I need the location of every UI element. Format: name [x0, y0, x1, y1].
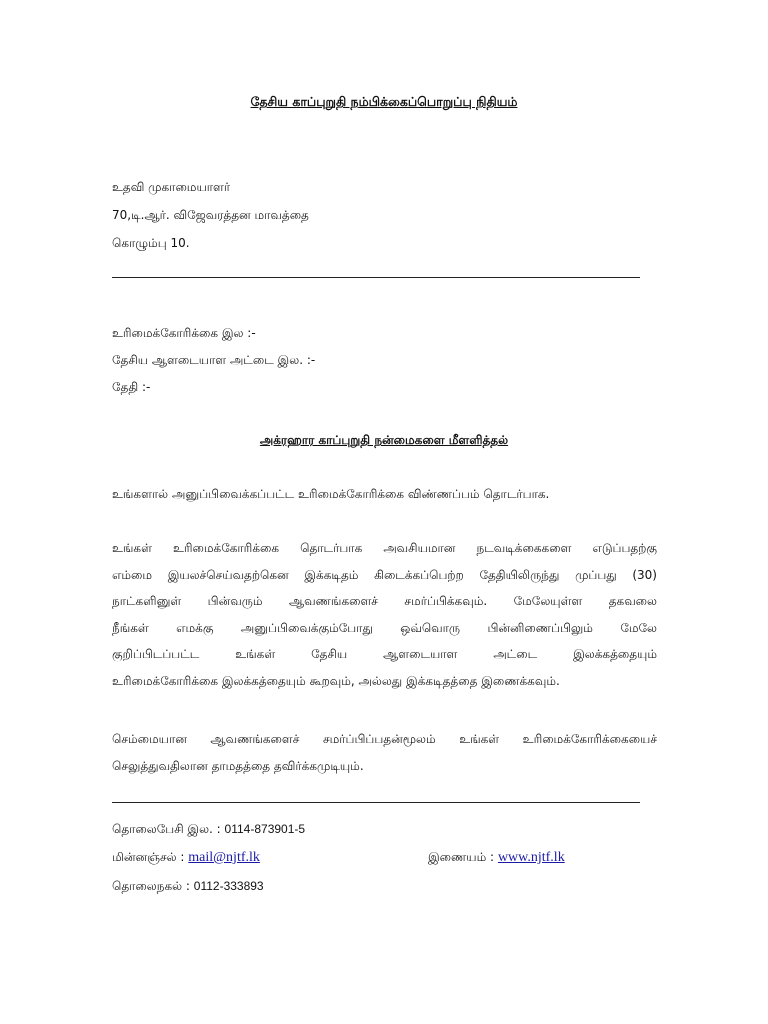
website-label: இணையம் : [428, 850, 495, 864]
date-field: தேதி :- [112, 380, 151, 394]
fax-value: 0112-333893 [193, 879, 264, 893]
paragraph-line: செலுத்துவதிலான தாமதத்தை தவிர்க்கமுடியும். [112, 758, 364, 773]
email-link[interactable]: mail@njtf.lk [188, 850, 260, 865]
phone-value: 0114-873901-5 [224, 822, 306, 836]
paragraph-line: நீங்கள் எமக்கு அனுப்பிவைக்கும்போது ஒவ்வொரு பின்னிணைப்பிலும் மேலே [112, 620, 657, 635]
website-link[interactable]: www.njtf.lk [497, 850, 565, 865]
divider-top [112, 277, 640, 278]
paragraph-line: உரிமைக்கோரிக்கை இலக்கத்தையும் கூறவும், அல்லது இக்கடிதத்தை இணைக்கவும். [112, 673, 560, 688]
subject-heading: அக்ரஹார காப்புறுதி நன்மைகளை மீளளித்தல் [259, 433, 509, 447]
nic-number-field: தேசிய ஆளடையாள அட்டை இல. :- [112, 353, 316, 367]
address-line-2: 70,டி.ஆர். விஜேவரத்தன மாவத்தை [112, 208, 309, 222]
paragraph-line: நாட்களினுள் பின்வரும் ஆவணங்களைச் சமர்ப்பிக்கவும். மேலேயுள்ள தகவலை [112, 594, 657, 608]
document-title: தேசிய காப்புறுதி நம்பிக்கைப்பொறுப்பு நிதியம் [250, 94, 518, 109]
paragraph-secondary [112, 730, 657, 783]
paragraph-line: குறிப்பிடப்பட்ட உங்கள் தேசிய ஆளடையாள அட்டை இலக்கத்தையும் [112, 647, 657, 661]
fax-row [112, 879, 264, 895]
paragraph-line: உங்கள் உரிமைக்கோரிக்கை தொடர்பாக அவசியமான நடவடிக்கைகளை எடுப்பதற்கு [112, 541, 657, 555]
email-label: மின்னஞ்சல் : [112, 850, 185, 864]
paragraph-line: எம்மை இயலச்செய்வதற்கென இக்கடிதம் கிடைக்கப்பெற்ற தேதியிலிருந்து முப்பது (30) [112, 567, 657, 582]
phone-row [112, 822, 305, 838]
paragraph-line: செம்மையான ஆவணங்களைச் சமர்ப்பிப்பதன்மூலம் உங்கள் உரிமைக்கோரிக்கையைச் [112, 732, 657, 746]
claim-number-field: உரிமைக்கோரிக்கை இல :- [112, 326, 256, 340]
address-line-1: உதவி முகாமையாளர் [112, 180, 231, 194]
email-row [112, 850, 260, 866]
divider-bottom [112, 802, 640, 803]
website-row [428, 850, 565, 866]
address-line-3: கொழும்பு 10. [112, 236, 190, 250]
intro-line: உங்களால் அனுப்பிவைக்கப்பட்ட உரிமைக்கோரிக்கை விண்ணப்பம் தொடர்பாக. [112, 487, 550, 501]
fax-label: தொலைநகல் : [112, 879, 190, 893]
paragraph-main [112, 539, 657, 698]
phone-label: தொலைபேசி இல. : [112, 822, 221, 836]
